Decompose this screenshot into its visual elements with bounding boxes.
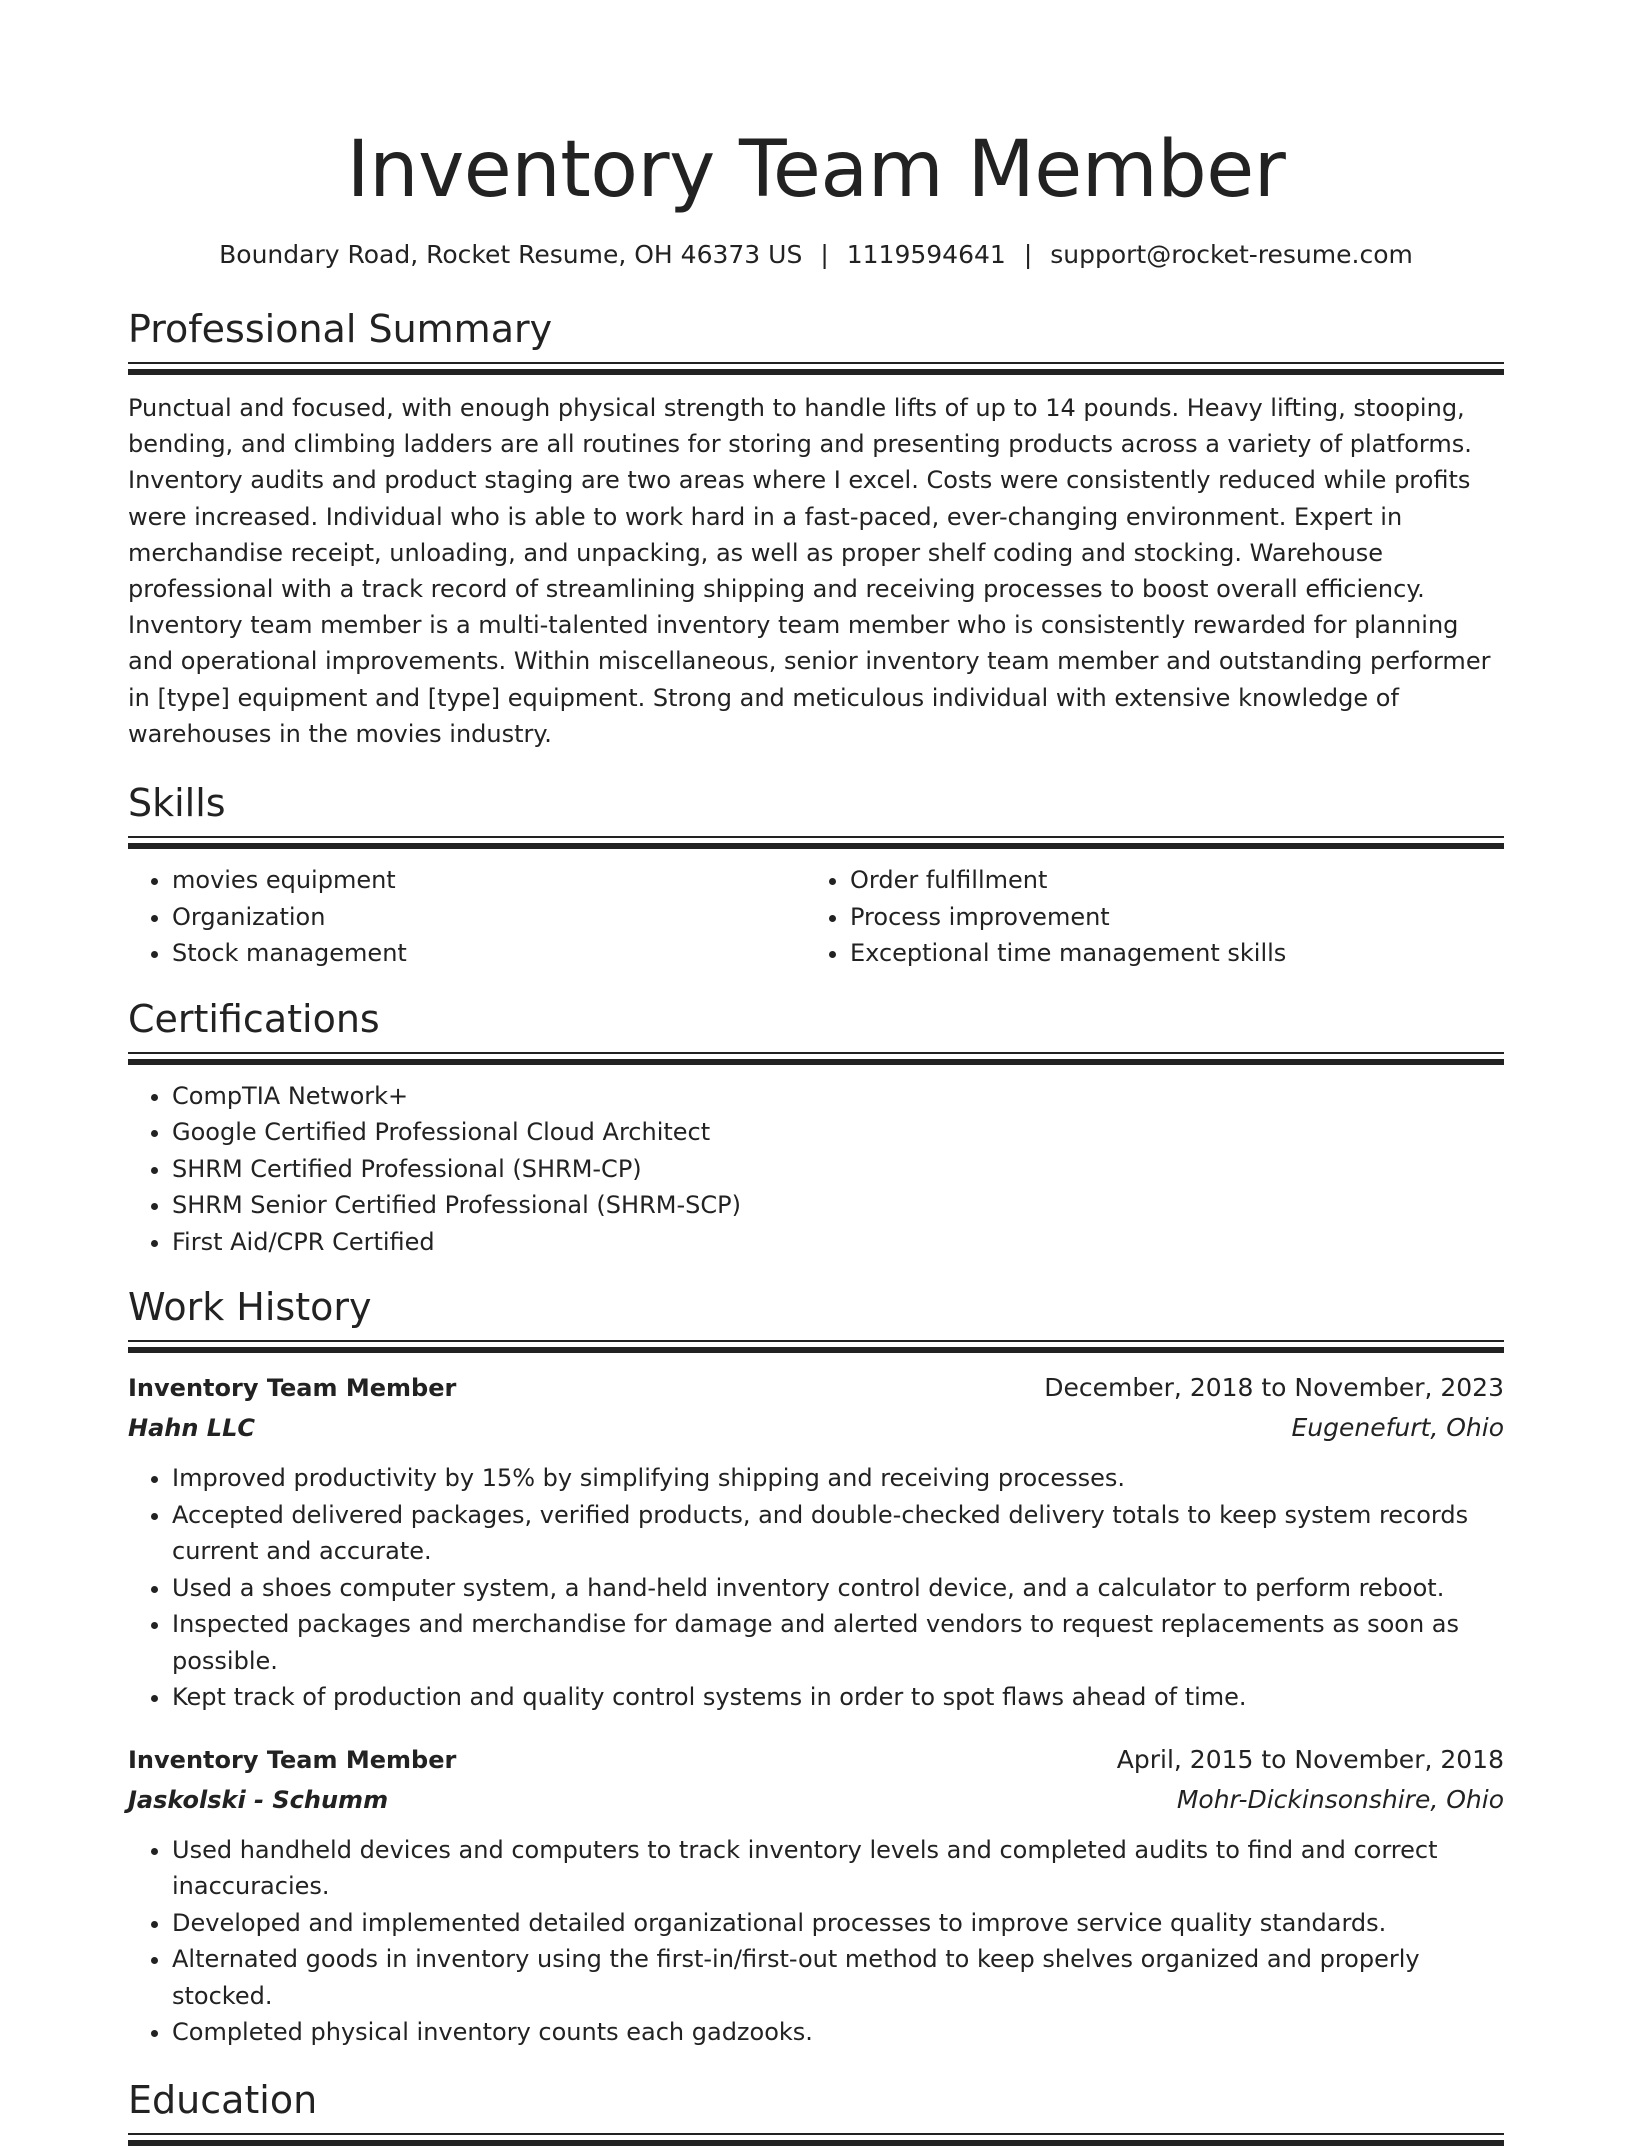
job-bullet: • Used a shoes computer system, a hand-held inventory control device, and a calculator to perform reboot. [172,1570,1504,1607]
summary-text: Punctual and focused, with enough physical strength to handle lifts of up to 14 pounds. Heavy lifting, stooping, bending, and climbing ladders are all routines for storing and presenting products across a variety of platforms. Inventory audits and product staging are two areas where I excel. Costs were consistently reduced while profits were increased. Individual who is able to work hard in a fast-paced, ever-changing environment. Expert in merchandise receipt, unloading, and unpacking, as well as proper shelf coding and stocking. Warehouse professional with a track record of streamlining shipping and receiving processes to boost overall efficiency. Inventory team member is a multi-talented inventory team member who is consistently rewarded for planning and operational improvements. Within miscellaneous, senior inventory team member and outstanding performer in [type] equipment and [type] equipment. Strong and meticulous individual with extensive knowledge of warehouses in the movies industry. [128,394,1491,748]
job-header [128,1740,1504,1780]
job-company: Jaskolski - Schumm [128,1785,389,1814]
work-history-section [128,1282,1504,2051]
section-title-summary: Professional Summary [128,307,553,351]
certification-item: • SHRM Senior Certified Professional (SHRM-SCP) [172,1187,1504,1224]
skill-item: • Order fulfillment [850,862,1484,899]
job-bullet: • Accepted delivered packages, verified products, and double-checked delivery totals to keep system records current and accurate. [172,1497,1504,1570]
job-entry [128,1740,1504,2051]
job-bullet: • Improved productivity by 15% by simplifying shipping and receiving processes. [172,1460,1504,1497]
job-title: Inventory Team Member [128,1745,457,1774]
section-title-education: Education [128,2077,318,2122]
certification-item: • SHRM Certified Professional (SHRM-CP) [172,1151,1504,1188]
section-divider [128,836,1504,850]
job-location: Eugenefurt, Ohio [1291,1413,1504,1443]
education-section [128,2075,1504,2147]
skill-item: • Process improvement [850,899,1484,936]
skills-column-right [806,862,1484,972]
contact-separator: | [820,240,829,269]
certification-item: • First Aid/CPR Certified [172,1224,1504,1261]
skill-item: • Organization [172,899,806,936]
summary-section [128,304,1504,752]
candidate-name: Inventory Team Member [346,125,1286,215]
section-divider [128,362,1504,376]
certifications-section [128,994,1504,1261]
section-title-work-history: Work History [128,1285,372,1330]
job-entry [128,1368,1504,1716]
job-bullet: • Inspected packages and merchandise for damage and alerted vendors to request replacements as soon as possible. [172,1606,1504,1679]
section-divider [128,1340,1504,1354]
section-divider [128,1052,1504,1066]
job-bullet: • Used handheld devices and computers to track inventory levels and completed audits to find and correct inaccuracies. [172,1832,1504,1905]
contact-line [128,238,1504,272]
contact-address: Boundary Road, Rocket Resume, OH 46373 US [219,240,803,269]
contact-separator: | [1023,240,1033,269]
skills-section [128,778,1504,972]
skills-grid [128,862,1504,972]
section-title-certifications: Certifications [128,996,380,1041]
section-title-skills: Skills [128,781,226,826]
contact-phone: 1119594641 [846,240,1006,269]
certification-item: • CompTIA Network+ [172,1078,1504,1115]
contact-email: support@rocket-resume.com [1050,240,1413,269]
job-bullets [128,1832,1504,2051]
job-header [128,1368,1504,1408]
job-title: Inventory Team Member [128,1374,457,1403]
job-bullet: • Developed and implemented detailed organizational processes to improve service quality standards. [172,1905,1504,1942]
skills-column-left [128,862,806,972]
job-location: Mohr-Dickinsonshire, Ohio [1176,1784,1504,1814]
job-bullet: • Alternated goods in inventory using the first-in/first-out method to keep shelves organized and properly stocked. [172,1941,1504,2014]
certification-item: • Google Certified Professional Cloud Architect [172,1114,1504,1151]
certifications-list [128,1078,1504,1261]
job-bullet: • Kept track of production and quality control systems in order to spot flaws ahead of time. [172,1679,1504,1716]
skill-item: • movies equipment [172,862,806,899]
skill-item: • Stock management [172,935,806,972]
section-divider [128,2133,1504,2147]
job-bullets [128,1460,1504,1716]
resume-page [128,0,1504,2147]
job-subheader [128,1408,1504,1448]
job-dates: April, 2015 to November, 2018 [1116,1744,1504,1774]
job-bullet: • Completed physical inventory counts each gadzooks. [172,2014,1504,2051]
job-company: Hahn LLC [128,1414,256,1443]
skill-item: • Exceptional time management skills [850,935,1484,972]
job-subheader [128,1780,1504,1820]
job-dates: December, 2018 to November, 2023 [1044,1373,1504,1403]
